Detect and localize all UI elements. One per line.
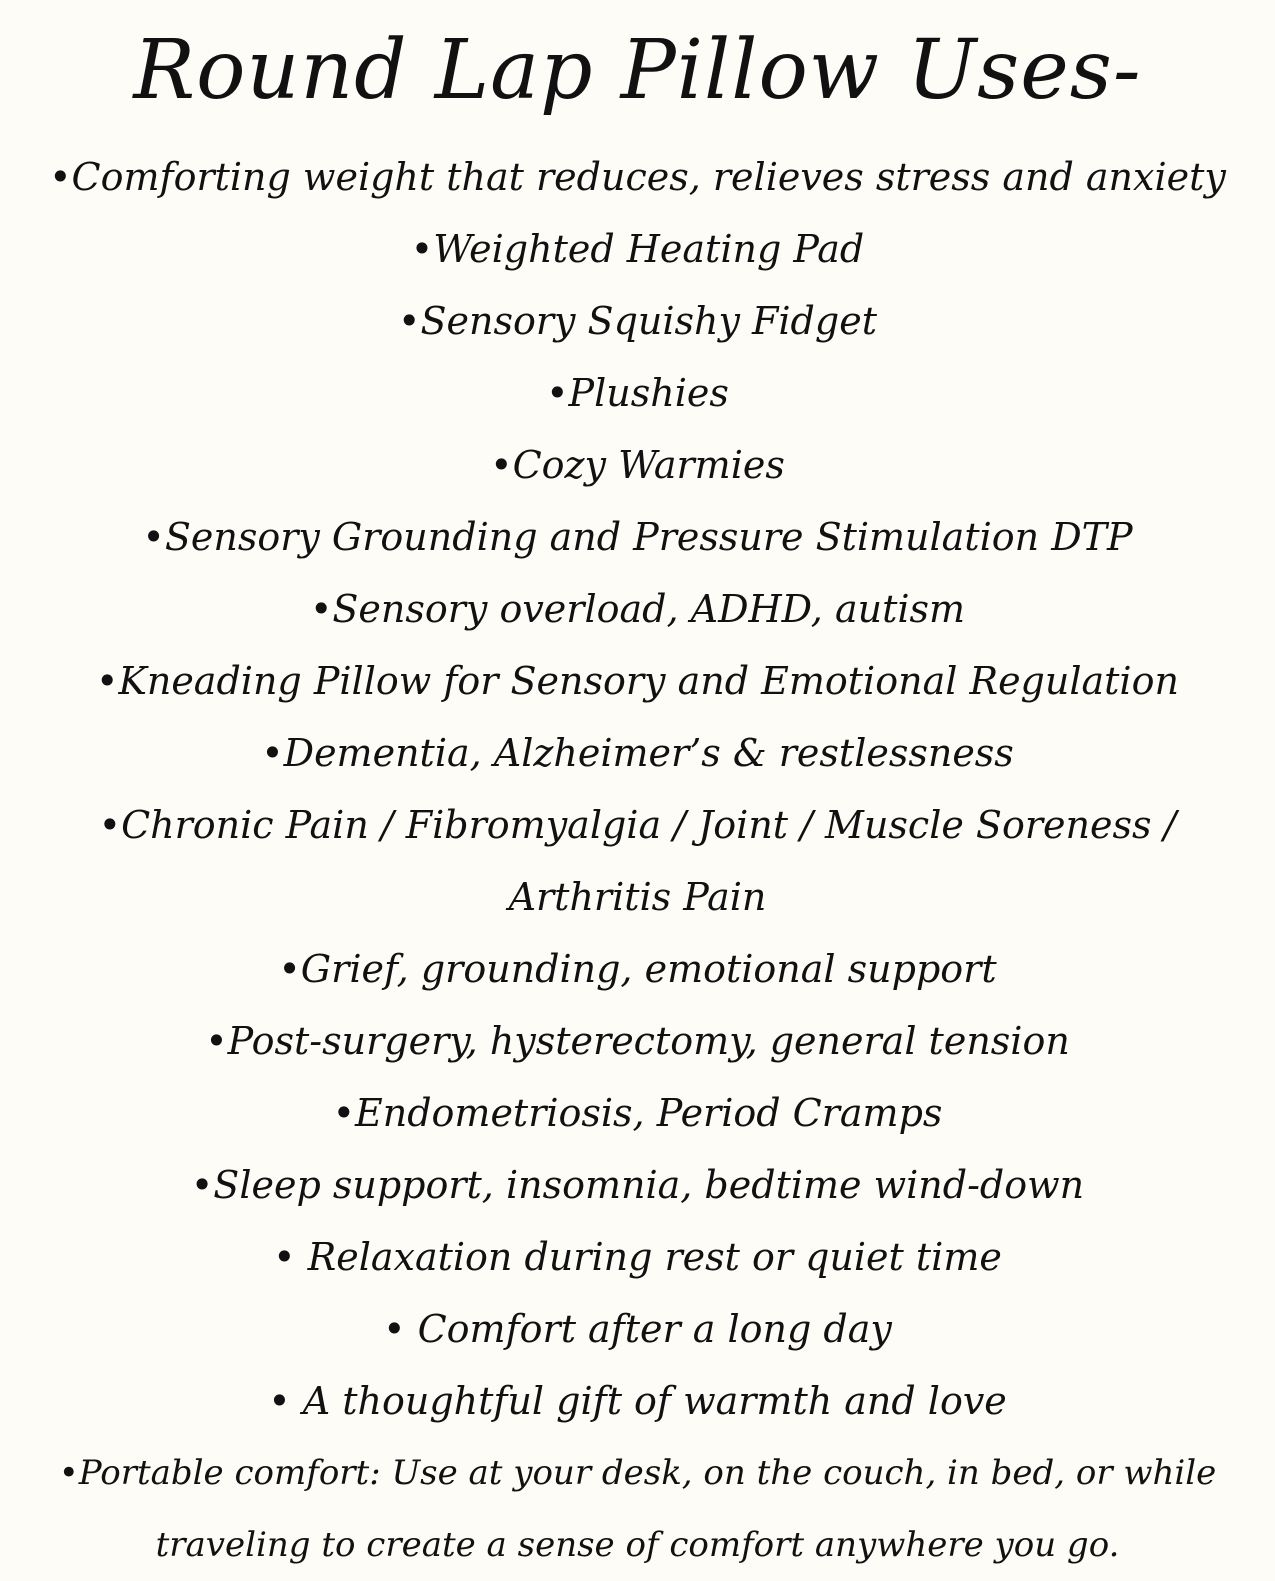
list-item: •Dementia, Alzheimer’s & restlessness [261,731,1014,775]
list-item: • Relaxation during rest or quiet time [273,1235,1002,1279]
uses-list [20,141,1255,1581]
list-item: • A thoughtful gift of warmth and love [268,1379,1007,1423]
list-item: •Comforting weight that reduces, relieves stress and anxiety [49,155,1226,199]
list-item: •Endometriosis, Period Cramps [332,1091,943,1135]
list-item: •Weighted Heating Pad [410,227,865,271]
list-item: •Sleep support, insomnia, bedtime wind-down [190,1163,1085,1207]
list-item: •Cozy Warmies [490,443,785,487]
list-item: •Sensory overload, ADHD, autism [309,587,966,631]
list-item: • Comfort after a long day [383,1307,892,1351]
list-item: •Sensory Squishy Fidget [398,299,877,343]
page-title: Round Lap Pillow Uses- [133,23,1142,118]
list-item: •Sensory Grounding and Pressure Stimulation DTP [142,515,1133,559]
list-item: •Kneading Pillow for Sensory and Emotional Regulation [96,659,1179,703]
list-item: •Grief, grounding, emotional support [278,947,997,991]
list-item: •Chronic Pain / Fibromyalgia / Joint / Muscle Soreness / Arthritis Pain [98,803,1177,919]
list-item: •Plushies [546,371,729,415]
list-item: •Portable comfort: Use at your desk, on the couch, in bed, or while traveling to create a sense of comfort anywhere you go. [58,1453,1217,1565]
list-item: •Post-surgery, hysterectomy, general tension [205,1019,1070,1063]
